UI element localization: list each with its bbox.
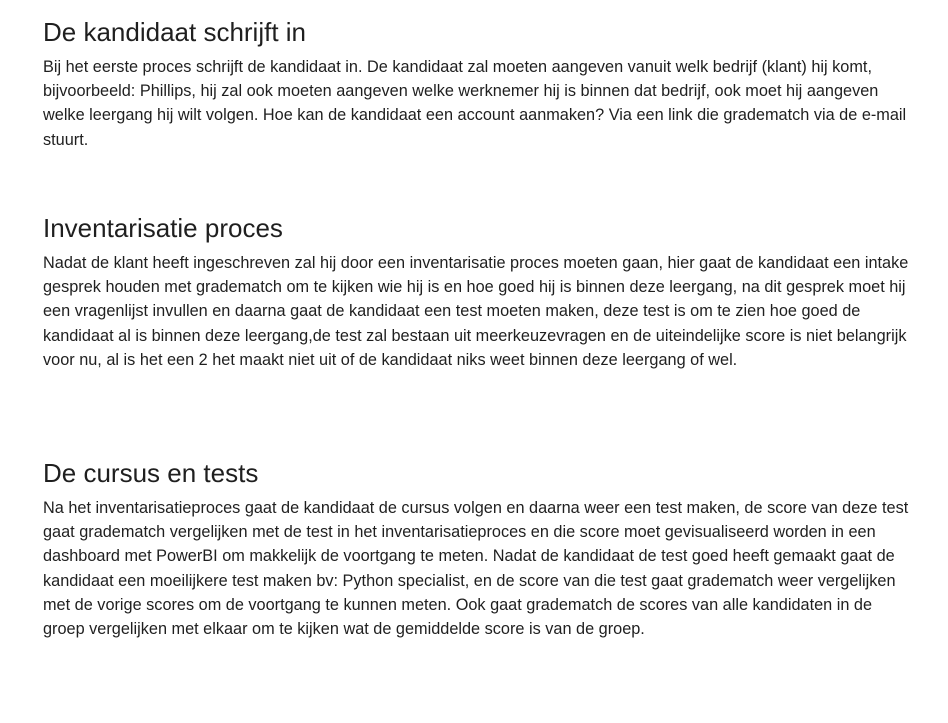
section-heading: De cursus en tests <box>43 458 259 488</box>
section-paragraph: Nadat de klant heeft ingeschreven zal hij door een inventarisatie proces moeten gaan, hier gaat de kandidaat een intake gesprek houden met gradematch om te kijken wie hij is en hoe goed hij is binnen deze leergang, na dit gesprek moet hij een vragenlijst invullen en daarna gaat de kandidaat een test moeten maken, deze test is om te zien hoe goed de kandidaat al is binnen deze leergang,de test zal bestaan uit meerkeuzevragen en de uiteindelijke score is niet belangrijk voor nu, al is het een 2 het maakt niet uit of de kandidaat niks weet binnen deze leergang of wel. <box>43 254 909 369</box>
section-heading: De kandidaat schrijft in <box>43 17 307 47</box>
section-inschrijving <box>43 14 909 152</box>
section-inventarisatie <box>43 210 909 372</box>
section-paragraph: Na het inventarisatieproces gaat de kandidaat de cursus volgen en daarna weer een test maken, de score van deze test gaat gradematch vergelijken met de test in het inventarisatieproces en die score moet gevisualiseerd worden in een dashboard met PowerBI om makkelijk de voortgang te meten. Nadat de kandidaat de test goed heeft gemaakt gaat de kandidaat een moeilijkere test maken bv: Python specialist, en de score van die test gaat gradematch weer vergelijken met de vorige scores om de voortgang te kunnen meten. Ook gaat gradematch de scores van alle kandidaten in de groep vergelijken met elkaar om te kijken wat de gemiddelde score is van de groep. <box>43 499 909 639</box>
section-paragraph: Bij het eerste proces schrijft de kandidaat in. De kandidaat zal moeten aangeven vanuit welk bedrijf (klant) hij komt, bijvoorbeeld: Phillips, hij zal ook moeten aangeven welke werknemer hij is binnen dat bedrijf, ook moet hij aangeven welke leergang hij wilt volgen. Hoe kan de kandidaat een account aanmaken? Via een link die gradematch via de e-mail stuurt. <box>43 58 907 149</box>
section-cursus-tests <box>43 455 909 641</box>
section-heading: Inventarisatie proces <box>43 213 283 243</box>
